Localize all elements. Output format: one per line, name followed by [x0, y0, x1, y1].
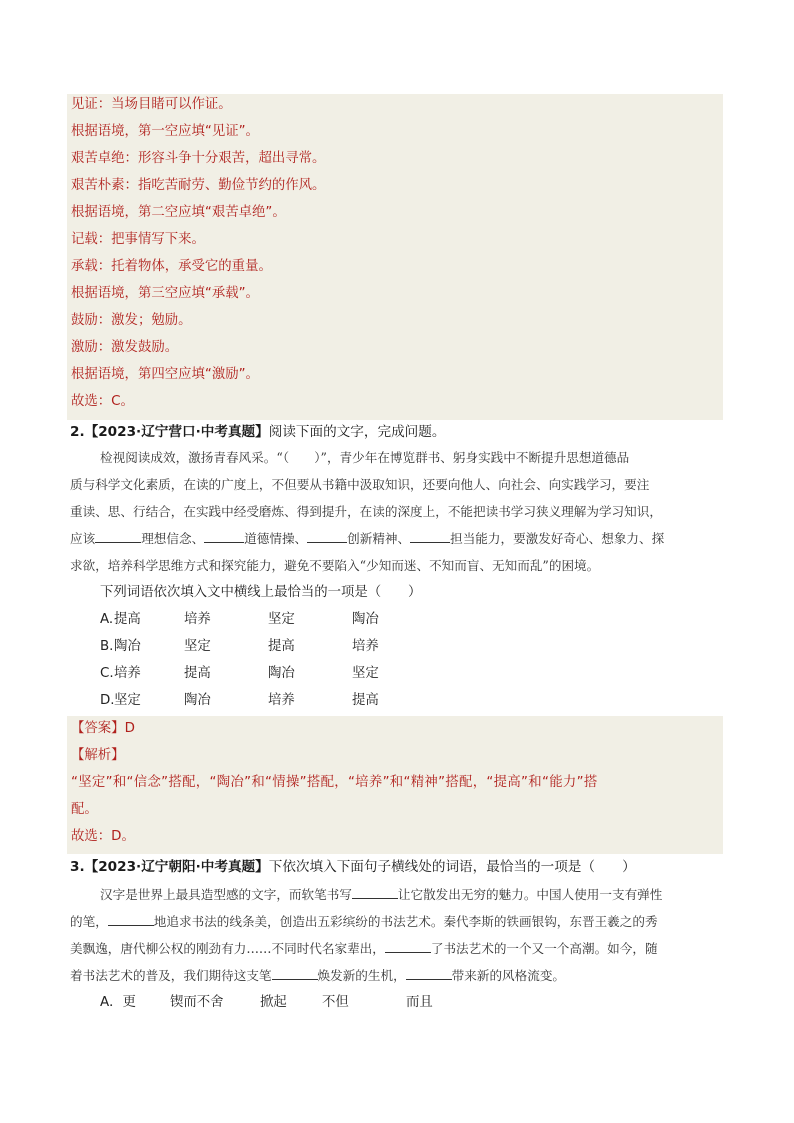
fill-blank-3: [307, 530, 347, 543]
fill-blank-5: [406, 967, 452, 980]
analysis-tag: 【解析】: [71, 748, 125, 763]
question-stem: 下列词语依次填入文中横线上最恰当的一项是（ ）: [100, 585, 422, 600]
passage-line: 检视阅读成效，激扬青春风采。“（ ）”，青少年在博览群书、躬身实践中不断提升思想道德品: [100, 450, 630, 465]
analysis-line: 艰苦朴素：指吃苦耐劳、勤俭节约的作风。: [71, 178, 326, 193]
fill-blank-1: [352, 886, 398, 899]
fill-blank-1: [95, 530, 141, 543]
analysis-line: 鼓励：激发；勉励。: [71, 313, 192, 328]
passage-line: 重读、思、行结合，在实践中经受磨炼、得到提升，在读的深度上，不能把读书学习狭义理解为学习知识，: [70, 504, 662, 519]
passage-line-blanks: 的笔， 地追求书法的线条美，创造出五彩缤纷的书法艺术。秦代李斯的铁画银钩，东晋王羲之的秀: [70, 914, 658, 929]
analysis-line: 见证：当场目睹可以作证。: [71, 97, 232, 112]
passage-line-blanks: 应该 理想信念、 道德情操、 创新精神、 担当能力，要激发好奇心、想象力、探: [70, 531, 665, 546]
analysis-line: 承载：托着物体，承受它的重量。: [71, 259, 272, 274]
question-2-heading: [70, 423, 445, 441]
analysis-line: 根据语境，第二空应填“艰苦卓绝”。: [71, 205, 286, 220]
answer-block-q2: [67, 716, 723, 854]
conclusion-line: 故选：D。: [71, 829, 135, 844]
fill-blank-2: [204, 530, 244, 543]
question-instruction: 阅读下面的文字，完成问题。: [268, 424, 446, 440]
fill-blank-4: [272, 967, 318, 980]
question-source: 【2023·辽宁朝阳·中考真题】: [84, 859, 269, 875]
analysis-block-q1: [67, 94, 723, 420]
fill-blank-2: [108, 913, 154, 926]
fill-blank-4: [410, 530, 450, 543]
analysis-line: 配。: [71, 802, 98, 817]
analysis-line: 根据语境，第三空应填“承载”。: [71, 286, 259, 301]
question-3-heading: [70, 858, 636, 876]
document-page: 见证：当场目睹可以作证。 根据语境，第一空应填“见证”。 艰苦卓绝：形容斗争十分艰苦，超出寻常。 艰苦朴素：指吃苦耐劳、勤俭节约的作风。 根据语境，第二空应填“艰苦卓绝”。 记载：把事情写下来。 承载：托着物体，承受它的重量。 根据语境，第三空应填“承载”。 鼓励：激发；勉励。 激励：激发鼓励。 根据语境，第四空应填“激励”。 故选：C。 2.【2023·辽宁营口·中考真题】阅读下面的文字，完成问题。 检视阅读成效，激扬青春风采。“（ ）”，青少年在博览群书、躬身实践中不断提升思想道德品 质与科学文化素质，在读的广度上，不但要从书籍中汲取知识，还要向他人、向社会、向实践学习，要注 重读、思、行结合，在实践中经受磨炼、得到提升，在读的深度上，不能把读书学习狭义理解为学习知识， 应该 理想信念、 道德情操、 创新精神、 担当能力，要激发好奇心、想象力、探 求欲，培养科学思维方式和探究能力，避免不要陷入“少知而迷、不知而盲、无知而乱”的困境。 下列词语依次填入文中横线上最恰当的一项是（ ） A. 提高 培养 坚定 陶冶 B. 陶冶 坚定 提高 培养 C. 培养 提高 陶冶 坚定 D. 坚定 陶冶 培养 提高 【答案】D 【解析】 “坚定”和“信念”搭配，“陶冶”和“情操”搭配，“培养”和“精神”搭配，“提高”和“能力”搭 配。 故选：D。 3.【2023·辽宁朝阳·中考真题】下依次填入下面句子横线处的词语，最恰当的一项是（ ） 汉字是世界上最具造型感的文字，而软笔书写 让它散发出无穷的魅力。中国人使用一支有弹性 的笔， 地追求书法的线条美，创造出五彩缤纷的书法艺术。秦代李斯的铁画银钩，东晋王羲之的秀 美飘逸，唐代柳公权的刚劲有力……不同时代名家辈出， 了书法艺术的一个又一个高潮。如今，随 着书法艺术的普及，我们期待这支笔 焕发新的生机， 带来新的风格流变。 A．更 锲而不舍 掀起 不但 而且: [0, 0, 794, 1123]
question-number: 2.: [70, 424, 85, 440]
passage-line: 求欲，培养科学思维方式和探究能力，避免不要陷入“少知而迷、不知而盲、无知而乱”的困境。: [70, 558, 600, 573]
analysis-line: 艰苦卓绝：形容斗争十分艰苦，超出寻常。: [71, 151, 326, 166]
analysis-line: “坚定”和“信念”搭配，“陶冶”和“情操”搭配，“培养”和“精神”搭配，“提高”和“能力”搭: [71, 775, 598, 790]
passage-line-blanks: 着书法艺术的普及，我们期待这支笔 焕发新的生机， 带来新的风格流变。: [70, 968, 565, 983]
passage-line-blanks: 汉字是世界上最具造型感的文字，而软笔书写 让它散发出无穷的魅力。中国人使用一支有弹性: [100, 887, 663, 902]
analysis-line: 故选：C。: [71, 394, 134, 409]
answer-value: D: [124, 721, 135, 736]
question-source: 【2023·辽宁营口·中考真题】: [84, 424, 269, 440]
fill-blank-3: [385, 940, 431, 953]
answer-line: [71, 720, 135, 738]
passage-line-blanks: 美飘逸，唐代柳公权的刚劲有力……不同时代名家辈出， 了书法艺术的一个又一个高潮。如今，随: [70, 941, 658, 956]
analysis-line: 记载：把事情写下来。: [71, 232, 205, 247]
analysis-line: 激励：激发鼓励。: [71, 340, 179, 355]
passage-line: 质与科学文化素质，在读的广度上，不但要从书籍中汲取知识，还要向他人、向社会、向实践学习，要注: [70, 477, 650, 492]
analysis-line: 根据语境，第四空应填“激励”。: [71, 367, 259, 382]
analysis-line: 根据语境，第一空应填“见证”。: [71, 124, 259, 139]
question-number: 3.: [70, 859, 85, 875]
answer-tag: 【答案】: [71, 721, 125, 736]
question-instruction: 下依次填入下面句子横线处的词语，最恰当的一项是（ ）: [268, 859, 636, 875]
